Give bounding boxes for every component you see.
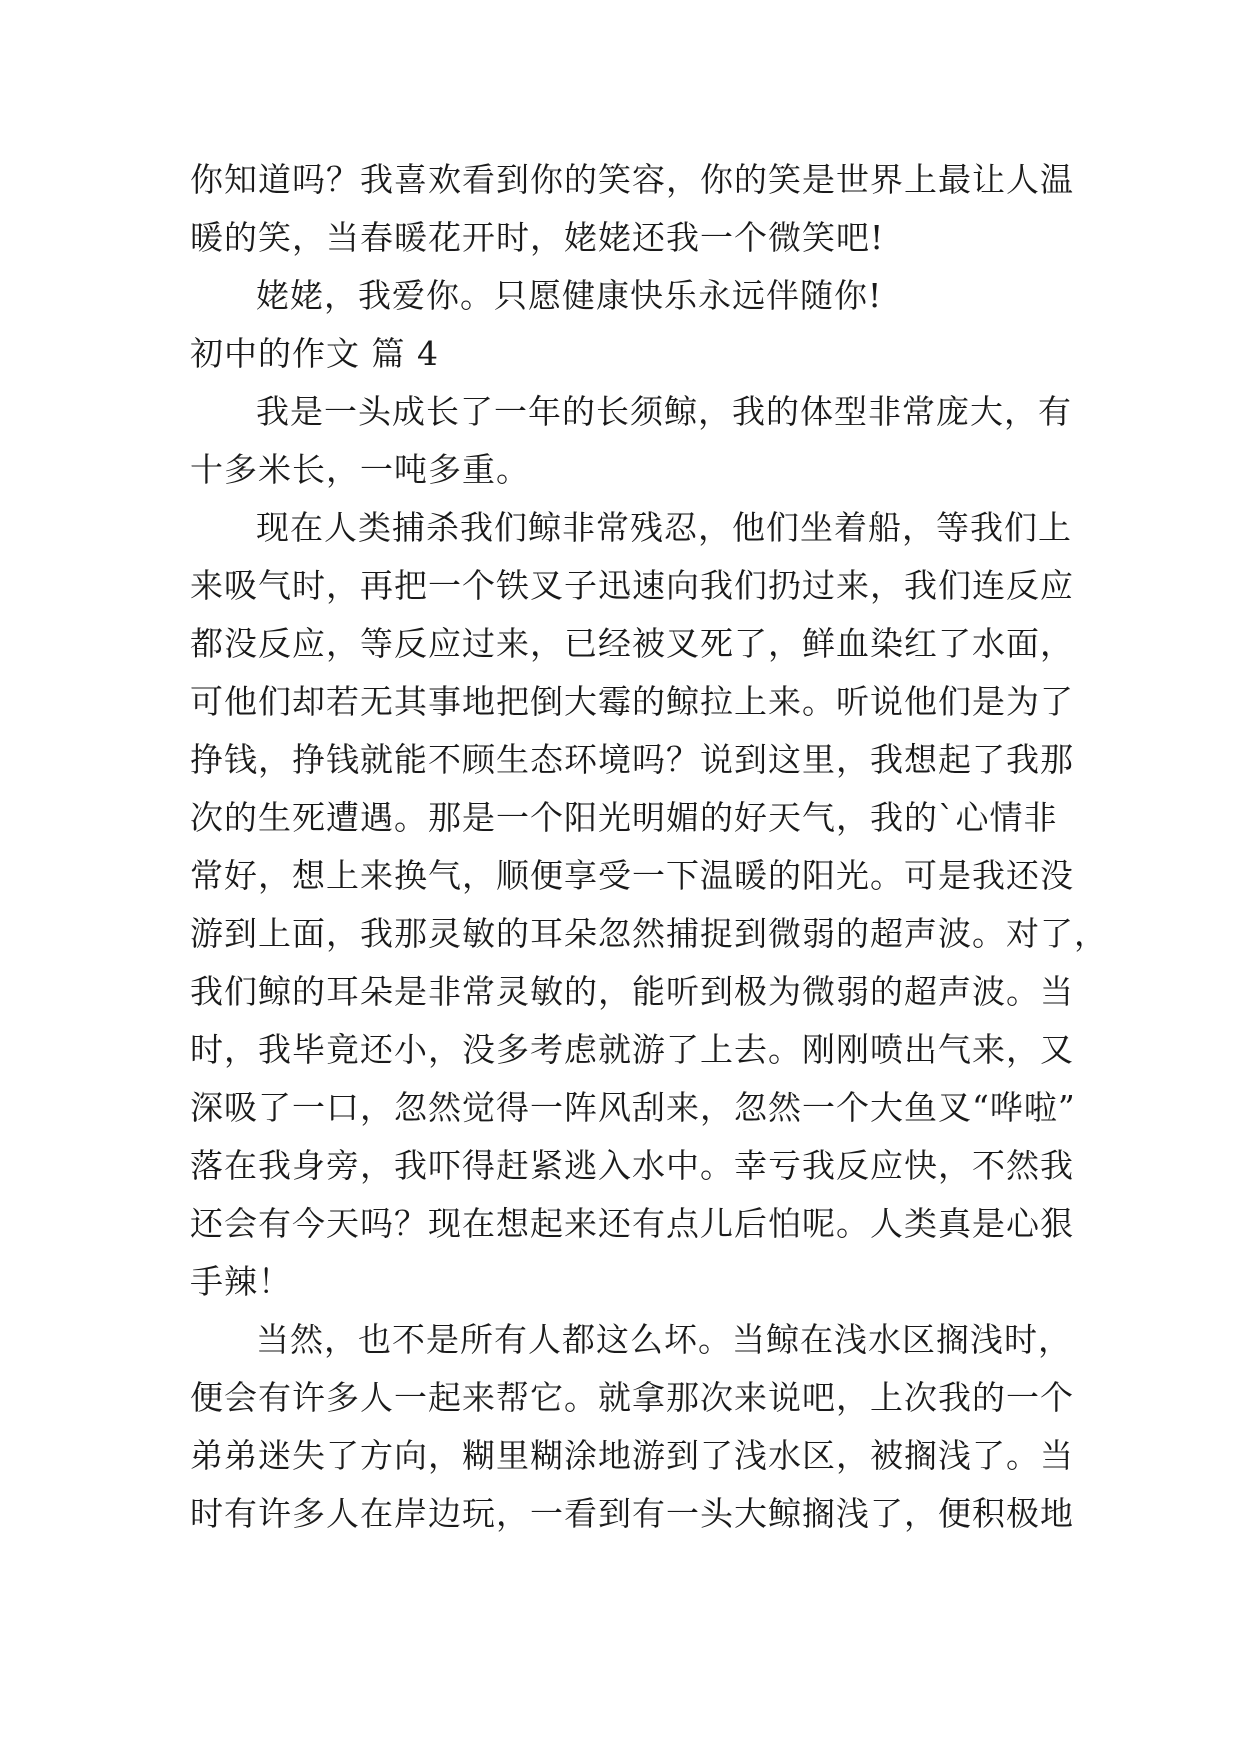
text-line: 暖的笑，当春暖花开时，姥姥还我一个微笑吧! <box>190 218 885 257</box>
text-line: 深吸了一口，忽然觉得一阵风刮来，忽然一个大鱼叉“哗啦” <box>190 1088 1076 1127</box>
text-line: 手辣！ <box>190 1262 292 1301</box>
essay-text <box>190 151 1108 1543</box>
text-line: 当然，也不是所有人都这么坏。当鲸在浅水区搁浅时， <box>256 1320 1072 1359</box>
text-line: 你知道吗？我喜欢看到你的笑容，你的笑是世界上最让人温 <box>190 160 1074 199</box>
text-line: 我是一头成长了一年的长须鲸，我的体型非常庞大，有 <box>256 392 1072 431</box>
text-line: 常好，想上来换气，顺便享受一下温暖的阳光。可是我还没 <box>190 856 1074 895</box>
text-line: 时有许多人在岸边玩，一看到有一头大鲸搁浅了，便积极地 <box>190 1494 1074 1533</box>
text-line: 现在人类捕杀我们鲸非常残忍，他们坐着船，等我们上 <box>256 508 1072 547</box>
text-line: 弟弟迷失了方向，糊里糊涂地游到了浅水区，被搁浅了。当 <box>190 1436 1074 1475</box>
text-line: 游到上面，我那灵敏的耳朵忽然捕捉到微弱的超声波。对了， <box>190 914 1108 953</box>
text-line: 来吸气时，再把一个铁叉子迅速向我们扔过来，我们连反应 <box>190 566 1074 605</box>
text-line: 可他们却若无其事地把倒大霉的鲸拉上来。听说他们是为了 <box>190 682 1074 721</box>
text-line: 十多米长，一吨多重。 <box>190 450 530 489</box>
text-line: 姥姥，我爱你。只愿健康快乐永远伴随你! <box>256 276 883 315</box>
text-line: 都没反应，等反应过来，已经被叉死了，鲜血染红了水面， <box>190 624 1074 663</box>
text-line: 时，我毕竟还小，没多考虑就游了上去。刚刚喷出气来，又 <box>190 1030 1074 1069</box>
text-line: 便会有许多人一起来帮它。就拿那次来说吧，上次我的一个 <box>190 1378 1074 1417</box>
section-heading: 初中的作文 篇 4 <box>190 334 439 373</box>
text-line: 我们鲸的耳朵是非常灵敏的，能听到极为微弱的超声波。当 <box>190 972 1074 1011</box>
text-line: 落在我身旁，我吓得赶紧逃入水中。幸亏我反应快，不然我 <box>190 1146 1074 1185</box>
text-line: 次的生死遭遇。那是一个阳光明媚的好天气，我的`心情非 <box>190 798 1058 837</box>
text-line: 挣钱，挣钱就能不顾生态环境吗？说到这里，我想起了我那 <box>190 740 1074 779</box>
text-line: 还会有今天吗？现在想起来还有点儿后怕呢。人类真是心狠 <box>190 1204 1074 1243</box>
